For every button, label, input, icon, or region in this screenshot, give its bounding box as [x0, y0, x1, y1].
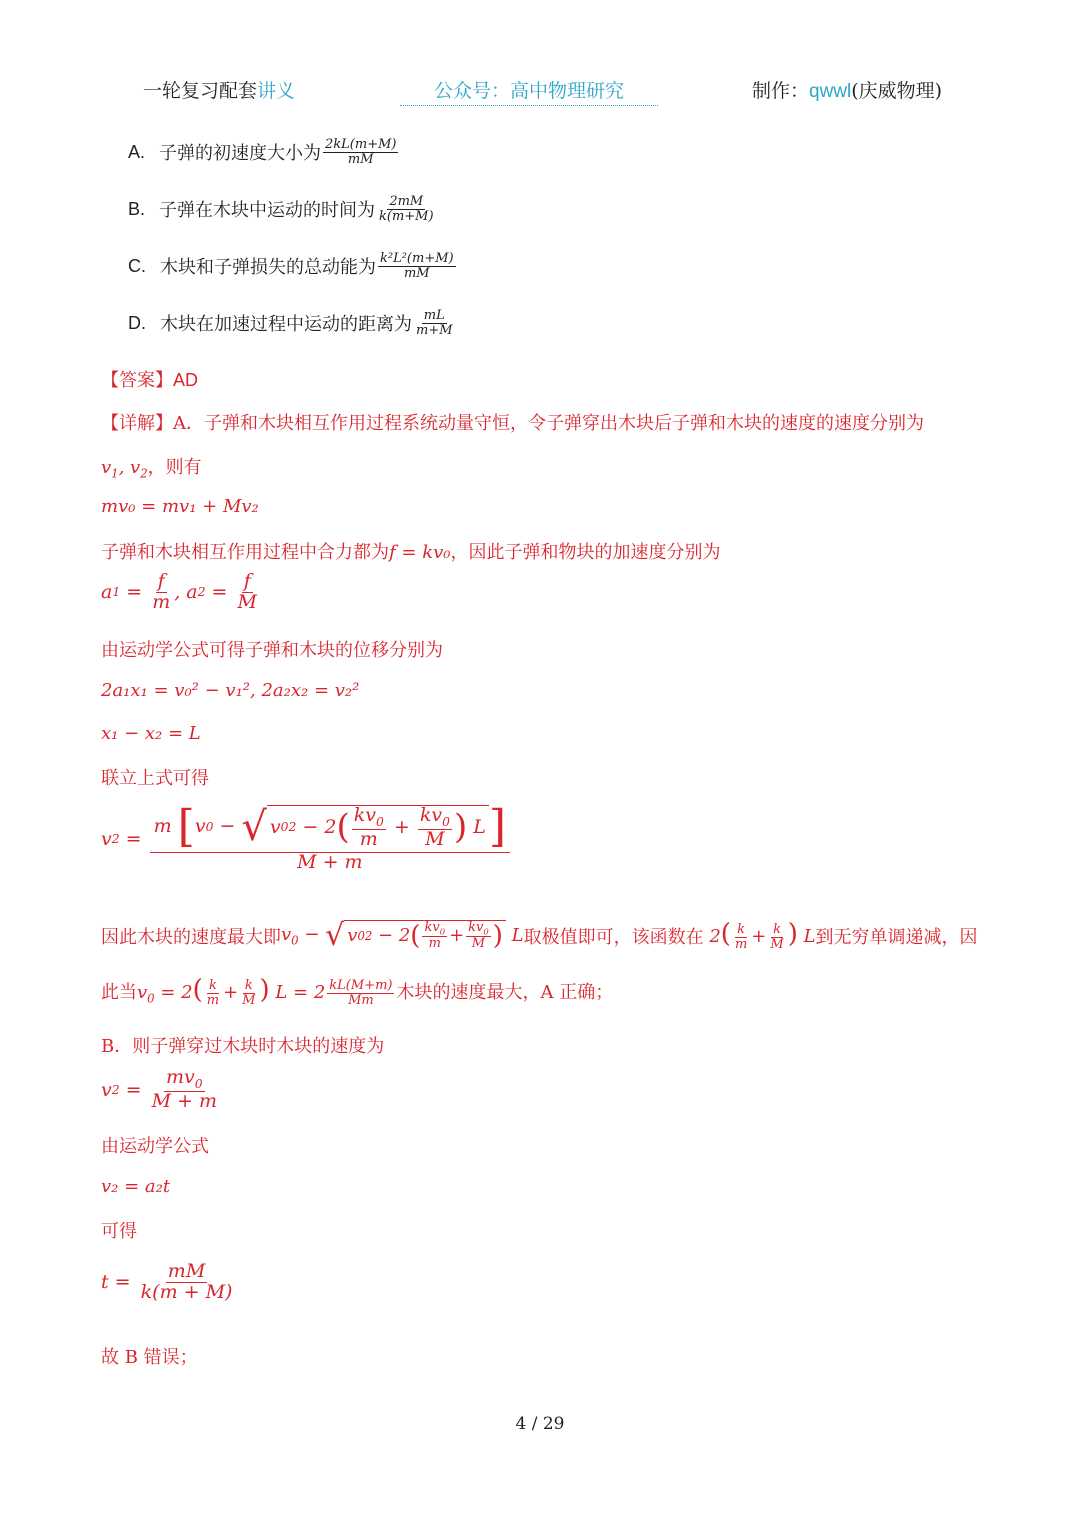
option-letter: B. — [128, 198, 146, 219]
fraction-numerator: k²L²(m+M) — [380, 251, 454, 266]
answer-value: AD — [173, 370, 199, 390]
solution-text: 木块的速度最大，A 正确； — [396, 982, 614, 1004]
fraction-denominator: k(m+M) — [379, 208, 434, 224]
option-text: 子弹的初速度大小为 — [159, 143, 322, 165]
header-right — [752, 76, 942, 103]
fraction-numerator: mL — [423, 308, 445, 323]
solution-when-line: 此当 $v_0 = 2$( $\frac{k}{m}$ + $\frac{k}{M}$ ) L = 2 $\frac{kL(M+m)}{Mm}$ 木块的速度最大，A 正确； — [101, 975, 614, 1008]
solution-text: 因此木块的速度最大即 — [101, 926, 281, 948]
fraction-numerator: 2mM — [389, 194, 424, 209]
option-text: 木块和子弹损失的总动能为 — [160, 257, 376, 279]
solution-b-wrong: 故 B 错误； — [101, 1347, 198, 1368]
answer-label: 【答案】 — [101, 370, 173, 391]
equation-v2-momentum: v 2 = $\frac{mv_0}{M + m}$ — [101, 1066, 218, 1112]
header-course: 一轮复习配套 — [143, 80, 258, 102]
option-a — [128, 138, 400, 166]
header-left — [143, 76, 295, 103]
solution-line-2: $v_1$, $v_2$，则有 — [101, 457, 202, 481]
option-letter: D. — [128, 312, 146, 333]
equation-v2-at: v₂ = a₂t — [101, 1176, 171, 1197]
solution-max-line: 因此木块的速度最大即 $v_0$ − √ v 0 2 − 2 ( $\frac{kv_0}{m}$ + $\frac{kv_0}{M}$ ) L 取极值即可，该函数在 2( $\frac{k}{m}$ + $\frac{k}{M}$ ) L 到无穷单调递减，因 — [101, 918, 978, 953]
solution-label: 【详解】 — [101, 413, 173, 434]
solution-line-1 — [101, 409, 924, 435]
solution-text: 此当 — [101, 982, 137, 1004]
option-fraction — [414, 309, 455, 337]
equation-momentum: mv₀ = mv₁ + Mv₂ — [101, 496, 259, 517]
equation-time: t = $\frac{mM}{k(m + M)}$ — [101, 1260, 233, 1303]
option-c — [128, 252, 458, 280]
equation-v2-result: v 2 = m [ v 0 − √ v 0 2 − 2 ( $\frac{kv_0}{m}$ + $\frac{kv_0}{M}$ ) L ] M + m — [101, 805, 512, 873]
option-letter: C. — [128, 255, 146, 276]
solution-combine-line: 联立上式可得 — [101, 768, 209, 789]
option-b — [128, 195, 438, 223]
fraction-denominator: mM — [403, 265, 430, 281]
fraction-denominator: m+M — [416, 322, 453, 338]
option-d — [128, 309, 457, 337]
header-public-account[interactable]: 公众号：高中物理研究 — [400, 76, 658, 106]
header-author-name: (庆威物理) — [851, 80, 943, 102]
equation-difference: x₁ − x₂ = L — [101, 723, 201, 744]
header-author-id: qwwl — [809, 81, 852, 102]
solution-kinematics-line: 由运动学公式 — [101, 1136, 209, 1157]
option-fraction — [378, 252, 456, 280]
solution-text: ，因此子弹和物块的加速度分别为 — [450, 542, 721, 563]
option-text: 木块在加速过程中运动的距离为 — [160, 314, 412, 336]
option-fraction — [377, 195, 436, 223]
solution-get-line: 可得 — [101, 1221, 137, 1242]
answer-line — [101, 366, 198, 392]
solution-text: A．子弹和木块相互作用过程系统动量守恒，令子弹穿出木块后子弹和木块的速度的速度分别为 — [173, 413, 924, 434]
solution-text: ，则有 — [147, 457, 202, 478]
fraction-denominator: mM — [347, 151, 374, 167]
equation-displacement: 2a₁x₁ = v₀² − v₁², 2a₂x₂ = v₂² — [101, 680, 360, 701]
solution-force-line — [101, 538, 720, 564]
fraction-numerator: 2kL(m+M) — [325, 137, 397, 152]
header-course-type: 讲义 — [257, 80, 296, 102]
equation-force: f = kv₀ — [389, 542, 451, 563]
header-author-label: 制作： — [752, 80, 810, 102]
solution-displacement-line: 由运动学公式可得子弹和木块的位移分别为 — [101, 640, 443, 661]
solution-text: 取极值即可，该函数在 — [523, 926, 704, 948]
solution-text: 子弹和木块相互作用过程中合力都为 — [101, 542, 389, 563]
solution-b-line: B．则子弹穿过木块时木块的速度为 — [101, 1036, 385, 1057]
option-text: 子弹在木块中运动的时间为 — [159, 200, 376, 222]
option-letter: A. — [128, 141, 146, 162]
page-number: 4 / 29 — [515, 1414, 565, 1434]
option-fraction — [323, 138, 398, 166]
solution-text: 到无穷单调递减，因 — [815, 926, 978, 948]
equation-acceleration: a 1 = $\frac{f}{m}$ , a 2 = $\frac{f}{M}$ — [101, 570, 257, 613]
